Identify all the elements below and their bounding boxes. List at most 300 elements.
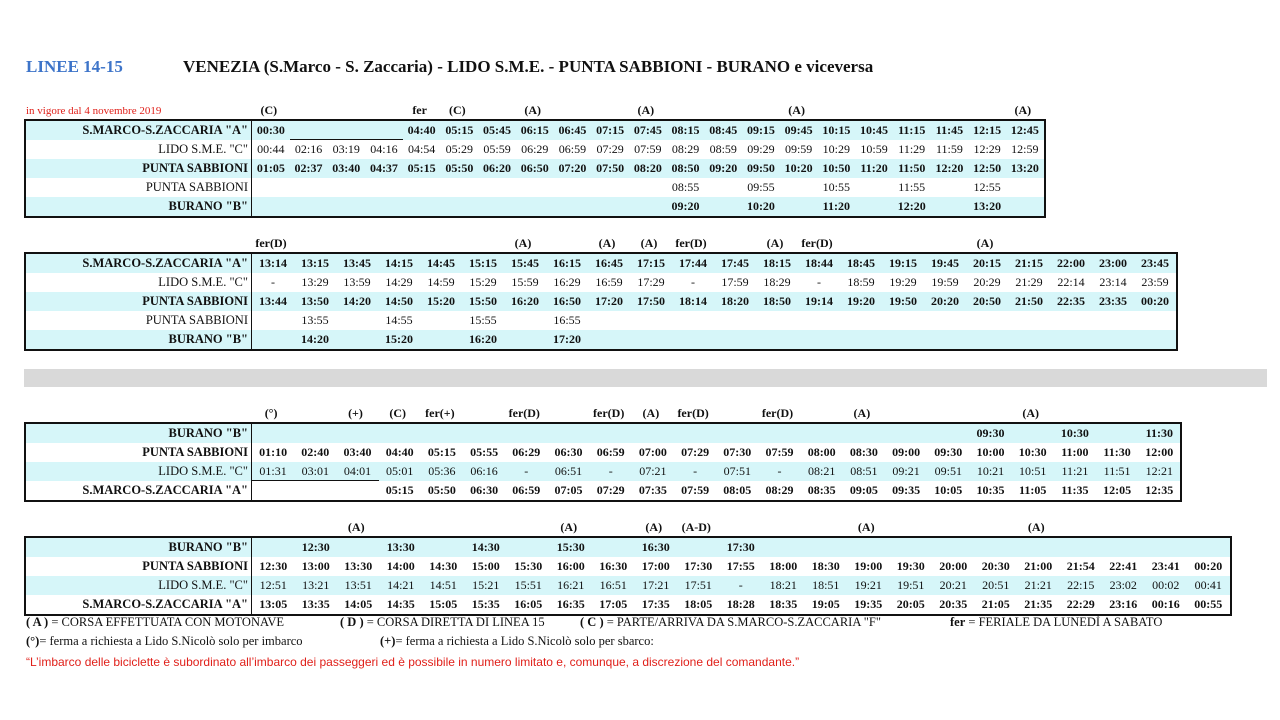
departure-time: 16:45 bbox=[595, 256, 623, 270]
departure-time: 22:29 bbox=[1066, 597, 1095, 611]
departure-time: 09:30 bbox=[934, 445, 963, 459]
departure-time: 19:30 bbox=[896, 559, 925, 573]
departure-time bbox=[805, 538, 848, 557]
departure-time: 14:45 bbox=[427, 256, 455, 270]
departure-time: 16:21 bbox=[557, 578, 585, 592]
departure-time: - bbox=[738, 578, 743, 592]
timetable-grid bbox=[24, 422, 1182, 502]
table-row bbox=[26, 178, 1044, 197]
departure-time: 11:51 bbox=[1103, 464, 1131, 478]
table-row bbox=[26, 140, 1044, 159]
departure-time bbox=[840, 330, 882, 349]
stop-name: S.MARCO-S.ZACCARIA "A" bbox=[26, 595, 252, 614]
departure-time: 05:29 bbox=[445, 142, 474, 156]
departure-time: 19:45 bbox=[931, 256, 959, 270]
departure-time bbox=[591, 197, 629, 216]
departure-time: 08:50 bbox=[671, 161, 700, 175]
departure-time: 00:30 bbox=[256, 123, 285, 137]
departure-time: 19:51 bbox=[897, 578, 925, 592]
departure-time bbox=[1096, 424, 1138, 443]
departure-time bbox=[632, 424, 674, 443]
departure-time: 09:20 bbox=[671, 199, 700, 213]
service-code: (C) bbox=[389, 406, 407, 420]
departure-time: 09:59 bbox=[784, 142, 813, 156]
departure-time bbox=[1006, 197, 1044, 216]
table-row bbox=[26, 197, 1044, 216]
validity-note: in vigore dal 4 novembre 2019 bbox=[26, 105, 162, 117]
departure-time: 14:35 bbox=[386, 597, 415, 611]
departure-time: - bbox=[608, 464, 613, 478]
service-code: (A) bbox=[514, 236, 532, 250]
departure-time: 02:16 bbox=[294, 142, 323, 156]
departure-time: 18:20 bbox=[721, 294, 749, 308]
departure-time: 07:05 bbox=[554, 483, 583, 497]
departure-time: 17:15 bbox=[637, 256, 665, 270]
departure-time: 23:16 bbox=[1109, 597, 1138, 611]
departure-time: 08:30 bbox=[849, 445, 878, 459]
departure-time: 17:30 bbox=[684, 559, 713, 573]
service-codes-row bbox=[24, 103, 1046, 117]
departure-time bbox=[420, 311, 462, 330]
departure-time: 17:29 bbox=[637, 275, 665, 289]
departure-time: 07:21 bbox=[639, 464, 667, 478]
departure-time: 15:30 bbox=[556, 540, 585, 554]
departure-time: 12:00 bbox=[1145, 445, 1174, 459]
departure-time: 06:50 bbox=[520, 161, 549, 175]
departure-time bbox=[674, 424, 716, 443]
table-row bbox=[26, 330, 1176, 349]
departure-time bbox=[927, 424, 969, 443]
departure-time: 19:59 bbox=[931, 275, 959, 289]
departure-time: 05:01 bbox=[386, 464, 414, 478]
departure-time: 12:20 bbox=[935, 161, 964, 175]
departure-time bbox=[931, 197, 969, 216]
departure-time: 11:50 bbox=[898, 161, 926, 175]
timetable-grid bbox=[24, 536, 1232, 616]
departure-time bbox=[441, 197, 479, 216]
departure-time: 08:05 bbox=[723, 483, 752, 497]
service-code: (A) bbox=[788, 103, 805, 117]
departure-time: - bbox=[691, 275, 695, 289]
departure-time bbox=[337, 538, 380, 557]
departure-time: 09:50 bbox=[746, 161, 775, 175]
departure-time: 18:15 bbox=[763, 256, 791, 270]
departure-time: 00:44 bbox=[257, 142, 285, 156]
departure-time: 08:45 bbox=[709, 123, 738, 137]
departure-time: 04:40 bbox=[385, 445, 414, 459]
departure-time bbox=[704, 197, 742, 216]
departure-time: 12:30 bbox=[259, 559, 288, 573]
departure-time: 02:37 bbox=[294, 161, 323, 175]
departure-time: 16:00 bbox=[556, 559, 585, 573]
service-codes-row bbox=[24, 406, 1182, 420]
departure-time bbox=[1012, 424, 1054, 443]
departure-time: 14:50 bbox=[385, 294, 413, 308]
departure-time: 11:21 bbox=[1061, 464, 1089, 478]
departure-time: 13:55 bbox=[301, 313, 329, 327]
departure-time bbox=[1008, 311, 1050, 330]
departure-time: 11:45 bbox=[935, 123, 964, 137]
departure-time bbox=[1017, 538, 1060, 557]
departure-time: 04:54 bbox=[407, 142, 436, 156]
departure-time: 23:02 bbox=[1109, 578, 1137, 592]
departure-time: 05:15 bbox=[427, 445, 456, 459]
departure-time: 09:51 bbox=[934, 464, 962, 478]
departure-time: 22:35 bbox=[1057, 294, 1085, 308]
departure-time: 15:00 bbox=[471, 559, 500, 573]
departure-time bbox=[847, 538, 890, 557]
departure-time: 10:51 bbox=[1019, 464, 1047, 478]
departure-time: 06:45 bbox=[558, 123, 587, 137]
departure-time: 20:15 bbox=[973, 256, 1001, 270]
table-row bbox=[26, 273, 1176, 292]
service-code: fer(D) bbox=[677, 406, 709, 420]
departure-time: 17:00 bbox=[641, 559, 670, 573]
departure-time: 02:40 bbox=[301, 445, 330, 459]
departure-time: 05:15 bbox=[445, 123, 474, 137]
departure-time: 19:14 bbox=[805, 294, 833, 308]
service-codes-row bbox=[24, 520, 1232, 534]
departure-time: 11:30 bbox=[1103, 445, 1131, 459]
departure-time: 08:21 bbox=[808, 464, 836, 478]
departure-time: 19:35 bbox=[854, 597, 883, 611]
service-code: (A) bbox=[640, 236, 658, 250]
departure-time: 08:15 bbox=[671, 123, 700, 137]
departure-time bbox=[762, 538, 805, 557]
service-code: (°) bbox=[264, 406, 278, 420]
departure-time: 14:05 bbox=[344, 597, 373, 611]
departure-time: 09:00 bbox=[892, 445, 921, 459]
departure-time bbox=[588, 330, 630, 349]
departure-time: 07:00 bbox=[638, 445, 667, 459]
departure-time: 13:50 bbox=[301, 294, 329, 308]
stop-name: PUNTA SABBIONI bbox=[26, 159, 252, 178]
departure-time: 21:50 bbox=[1015, 294, 1043, 308]
departure-time: 08:00 bbox=[807, 445, 836, 459]
departure-time: 05:55 bbox=[470, 445, 499, 459]
section-divider bbox=[24, 369, 1267, 387]
departure-time: 15:21 bbox=[472, 578, 500, 592]
departure-time: 11:29 bbox=[898, 142, 926, 156]
departure-time: 12:59 bbox=[1011, 142, 1039, 156]
departure-time: 00:02 bbox=[1152, 578, 1180, 592]
departure-time bbox=[932, 538, 975, 557]
table-row bbox=[26, 557, 1230, 576]
departure-time bbox=[780, 197, 818, 216]
stop-name: LIDO S.M.E. "C" bbox=[26, 140, 252, 159]
table-row bbox=[26, 254, 1176, 273]
departure-time: 07:29 bbox=[596, 483, 625, 497]
departure-time bbox=[403, 197, 441, 216]
departure-time: 13:30 bbox=[344, 559, 373, 573]
departure-time: 15:30 bbox=[514, 559, 543, 573]
departure-time: 18:30 bbox=[811, 559, 840, 573]
departure-time: 21:05 bbox=[981, 597, 1010, 611]
departure-time: 06:16 bbox=[470, 464, 498, 478]
table-row bbox=[26, 462, 1180, 481]
service-code: (C) bbox=[449, 103, 466, 117]
departure-time: 23:14 bbox=[1099, 275, 1127, 289]
departure-time: 20:29 bbox=[973, 275, 1001, 289]
departure-time bbox=[1187, 538, 1230, 557]
departure-time: 14:20 bbox=[301, 332, 329, 346]
departure-time: 09:45 bbox=[784, 123, 813, 137]
departure-time bbox=[672, 311, 714, 330]
departure-time: 20:00 bbox=[939, 559, 968, 573]
bicycle-note: “L’imbarco delle biciclette è subordinato all’imbarco dei passeggeri ed è possibile in numero limitato e, comunque, a discrezione del comandante.” bbox=[26, 655, 800, 669]
table-row bbox=[26, 443, 1180, 462]
departure-time: 00:55 bbox=[1194, 597, 1223, 611]
departure-time: 10:55 bbox=[822, 180, 851, 194]
departure-time bbox=[554, 178, 592, 197]
departure-time: 19:15 bbox=[889, 256, 917, 270]
departure-time bbox=[547, 424, 589, 443]
departure-time bbox=[966, 311, 1008, 330]
service-code: (A) bbox=[766, 236, 784, 250]
departure-time: 05:36 bbox=[428, 464, 456, 478]
departure-time: 23:45 bbox=[1141, 256, 1169, 270]
legend-degree: (°)= ferma a richiesta a Lido S.Nicolò solo per imbarco bbox=[26, 634, 303, 648]
departure-time bbox=[290, 178, 328, 197]
departure-time: 03:19 bbox=[332, 142, 360, 156]
departure-time bbox=[327, 197, 365, 216]
departure-time bbox=[801, 424, 843, 443]
departure-time bbox=[756, 311, 798, 330]
service-code: fer bbox=[412, 103, 427, 117]
stop-name: S.MARCO-S.ZACCARIA "A" bbox=[26, 254, 252, 273]
table-row bbox=[26, 121, 1044, 140]
departure-time: 12:51 bbox=[259, 578, 287, 592]
departure-time bbox=[882, 330, 924, 349]
departure-time: 06:59 bbox=[596, 445, 625, 459]
departure-time bbox=[1092, 330, 1134, 349]
departure-time bbox=[704, 178, 742, 197]
departure-time bbox=[890, 538, 933, 557]
departure-time: 13:00 bbox=[301, 559, 330, 573]
row-divider-line bbox=[252, 480, 379, 481]
departure-time bbox=[290, 121, 328, 140]
stop-name: PUNTA SABBIONI bbox=[26, 178, 252, 197]
departure-time: 14:21 bbox=[387, 578, 415, 592]
departure-time: - bbox=[817, 275, 821, 289]
table-row bbox=[26, 159, 1044, 178]
departure-time: 06:59 bbox=[558, 142, 587, 156]
departure-time: 18:45 bbox=[847, 256, 875, 270]
departure-time: 15:55 bbox=[469, 313, 497, 327]
departure-time: 10:30 bbox=[1060, 426, 1089, 440]
departure-time bbox=[1134, 311, 1176, 330]
departure-time: 17:35 bbox=[641, 597, 670, 611]
departure-time: 13:45 bbox=[343, 256, 371, 270]
departure-time: 07:20 bbox=[558, 161, 587, 175]
departure-time bbox=[421, 424, 463, 443]
departure-time bbox=[1006, 178, 1044, 197]
departure-time bbox=[714, 311, 756, 330]
departure-time bbox=[290, 197, 328, 216]
departure-time: 12:35 bbox=[1145, 483, 1174, 497]
departure-time bbox=[422, 538, 465, 557]
stop-name: BURANO "B" bbox=[26, 424, 252, 443]
departure-time bbox=[966, 330, 1008, 349]
departure-time: 20:30 bbox=[981, 559, 1010, 573]
stop-name: PUNTA SABBIONI bbox=[26, 292, 252, 311]
departure-time: 10:15 bbox=[822, 123, 851, 137]
departure-time bbox=[1050, 330, 1092, 349]
departure-time: 14:00 bbox=[386, 559, 415, 573]
table-row bbox=[26, 576, 1230, 595]
departure-time: 16:30 bbox=[599, 559, 628, 573]
departure-time bbox=[855, 178, 893, 197]
departure-time: 18:51 bbox=[812, 578, 840, 592]
departure-time: 17:30 bbox=[726, 540, 755, 554]
departure-time: 06:15 bbox=[520, 123, 549, 137]
legend-fer: fer = FERIALE DA LUNEDÌ A SABATO bbox=[950, 615, 1163, 629]
departure-time bbox=[629, 178, 667, 197]
departure-time: 21:35 bbox=[1024, 597, 1053, 611]
departure-time: 23:59 bbox=[1141, 275, 1169, 289]
departure-time: 23:00 bbox=[1099, 256, 1127, 270]
table-row bbox=[26, 311, 1176, 330]
departure-time: 16:59 bbox=[595, 275, 623, 289]
departure-time: 20:51 bbox=[982, 578, 1010, 592]
departure-time bbox=[336, 481, 378, 500]
departure-time: 21:54 bbox=[1066, 559, 1095, 573]
departure-time: 17:20 bbox=[595, 294, 623, 308]
departure-time: 11:20 bbox=[822, 199, 851, 213]
departure-time: 18:21 bbox=[769, 578, 797, 592]
service-code: (A) bbox=[1014, 103, 1032, 117]
departure-time: 13:29 bbox=[301, 275, 329, 289]
route-title: VENEZIA (S.Marco - S. Zaccaria) - LIDO S.M.E. - PUNTA SABBIONI - BURANO e viceversa bbox=[183, 57, 874, 76]
departure-time bbox=[441, 178, 479, 197]
departure-time: 08:29 bbox=[671, 142, 700, 156]
departure-time: 15:29 bbox=[469, 275, 497, 289]
departure-time: 16:55 bbox=[553, 313, 581, 327]
departure-time: 17:50 bbox=[637, 294, 665, 308]
stop-name: S.MARCO-S.ZACCARIA "A" bbox=[26, 481, 252, 500]
departure-time: 20:21 bbox=[939, 578, 967, 592]
service-code: (A) bbox=[857, 520, 875, 534]
departure-time: 18:00 bbox=[769, 559, 798, 573]
departure-time: 12:30 bbox=[301, 540, 330, 554]
departure-time: 03:01 bbox=[301, 464, 329, 478]
departure-time: 07:35 bbox=[638, 483, 667, 497]
departure-time bbox=[592, 538, 635, 557]
stop-name: BURANO "B" bbox=[26, 538, 252, 557]
departure-time: 10:05 bbox=[934, 483, 963, 497]
service-code: fer(D) bbox=[675, 236, 707, 250]
departure-time: 13:14 bbox=[259, 256, 287, 270]
departure-time bbox=[588, 311, 630, 330]
departure-time: 09:35 bbox=[892, 483, 921, 497]
departure-time: 09:30 bbox=[976, 426, 1005, 440]
stop-name: PUNTA SABBIONI bbox=[26, 311, 252, 330]
departure-time: 15:35 bbox=[471, 597, 500, 611]
departure-time: 07:59 bbox=[634, 142, 662, 156]
service-code: fer(D) bbox=[508, 406, 540, 420]
departure-time: 18:05 bbox=[684, 597, 713, 611]
departure-time bbox=[840, 311, 882, 330]
departure-time bbox=[798, 330, 840, 349]
service-code: fer(D) bbox=[761, 406, 794, 420]
departure-time bbox=[931, 178, 969, 197]
departure-time bbox=[327, 121, 365, 140]
departure-time: 12:15 bbox=[973, 123, 1002, 137]
departure-time bbox=[714, 330, 756, 349]
departure-time: 15:45 bbox=[511, 256, 539, 270]
departure-time: 13:20 bbox=[973, 199, 1002, 213]
departure-time: 13:44 bbox=[259, 294, 287, 308]
departure-time: 21:00 bbox=[1024, 559, 1053, 573]
departure-time: 19:29 bbox=[889, 275, 917, 289]
departure-time: 13:35 bbox=[301, 597, 330, 611]
departure-time bbox=[924, 311, 966, 330]
departure-time: 11:00 bbox=[1061, 445, 1089, 459]
departure-time: 12:20 bbox=[897, 199, 926, 213]
departure-time: 14:20 bbox=[343, 294, 371, 308]
departure-time bbox=[1060, 538, 1103, 557]
departure-time bbox=[294, 424, 336, 443]
departure-time: 06:30 bbox=[554, 445, 583, 459]
departure-time: 07:45 bbox=[633, 123, 662, 137]
departure-time: 12:29 bbox=[973, 142, 1001, 156]
departure-time bbox=[1134, 330, 1176, 349]
departure-time bbox=[327, 178, 365, 197]
departure-time bbox=[478, 197, 516, 216]
departure-time: 07:30 bbox=[723, 445, 752, 459]
departure-time bbox=[1092, 311, 1134, 330]
departure-time bbox=[294, 481, 336, 500]
line-code: LINEE 14-15 bbox=[26, 57, 123, 76]
departure-time: 16:29 bbox=[553, 275, 581, 289]
departure-time: 12:55 bbox=[973, 180, 1001, 194]
departure-time: 15:20 bbox=[385, 332, 413, 346]
stop-name: PUNTA SABBIONI bbox=[26, 443, 252, 462]
departure-time: 09:21 bbox=[892, 464, 920, 478]
departure-time bbox=[252, 178, 290, 197]
departure-time: 16:15 bbox=[553, 256, 581, 270]
departure-time: - bbox=[693, 464, 698, 478]
departure-time: 05:50 bbox=[445, 161, 474, 175]
departure-time: 04:37 bbox=[369, 161, 398, 175]
departure-time: 18:28 bbox=[726, 597, 755, 611]
service-code: fer(D) bbox=[593, 406, 625, 420]
departure-time: 01:10 bbox=[259, 445, 288, 459]
departure-time: 16:05 bbox=[514, 597, 543, 611]
legend-a: ( A ) = CORSA EFFETTUATA CON MOTONAVE bbox=[26, 615, 285, 629]
departure-time: 12:50 bbox=[973, 161, 1002, 175]
departure-time: 08:51 bbox=[850, 464, 878, 478]
departure-time: 17:21 bbox=[642, 578, 670, 592]
departure-time: 15:05 bbox=[429, 597, 458, 611]
stop-name: S.MARCO-S.ZACCARIA "A" bbox=[26, 121, 252, 140]
departure-time: 17:59 bbox=[721, 275, 749, 289]
departure-time: 22:00 bbox=[1057, 256, 1085, 270]
departure-time: - bbox=[271, 275, 275, 289]
departure-time: 14:29 bbox=[385, 275, 413, 289]
legend-c: ( C ) = PARTE/ARRIVA DA S.MARCO-S.ZACCARIA "F" bbox=[580, 615, 881, 629]
departure-time: 08:59 bbox=[709, 142, 737, 156]
departure-time: 22:41 bbox=[1109, 559, 1138, 573]
departure-time bbox=[379, 424, 421, 443]
service-code: fer(D) bbox=[801, 236, 833, 250]
departure-time bbox=[677, 538, 720, 557]
departure-time: 18:29 bbox=[763, 275, 791, 289]
departure-time bbox=[885, 424, 927, 443]
departure-time: 00:41 bbox=[1194, 578, 1222, 592]
departure-time: 18:44 bbox=[805, 256, 833, 270]
service-code: fer(+) bbox=[425, 406, 455, 420]
